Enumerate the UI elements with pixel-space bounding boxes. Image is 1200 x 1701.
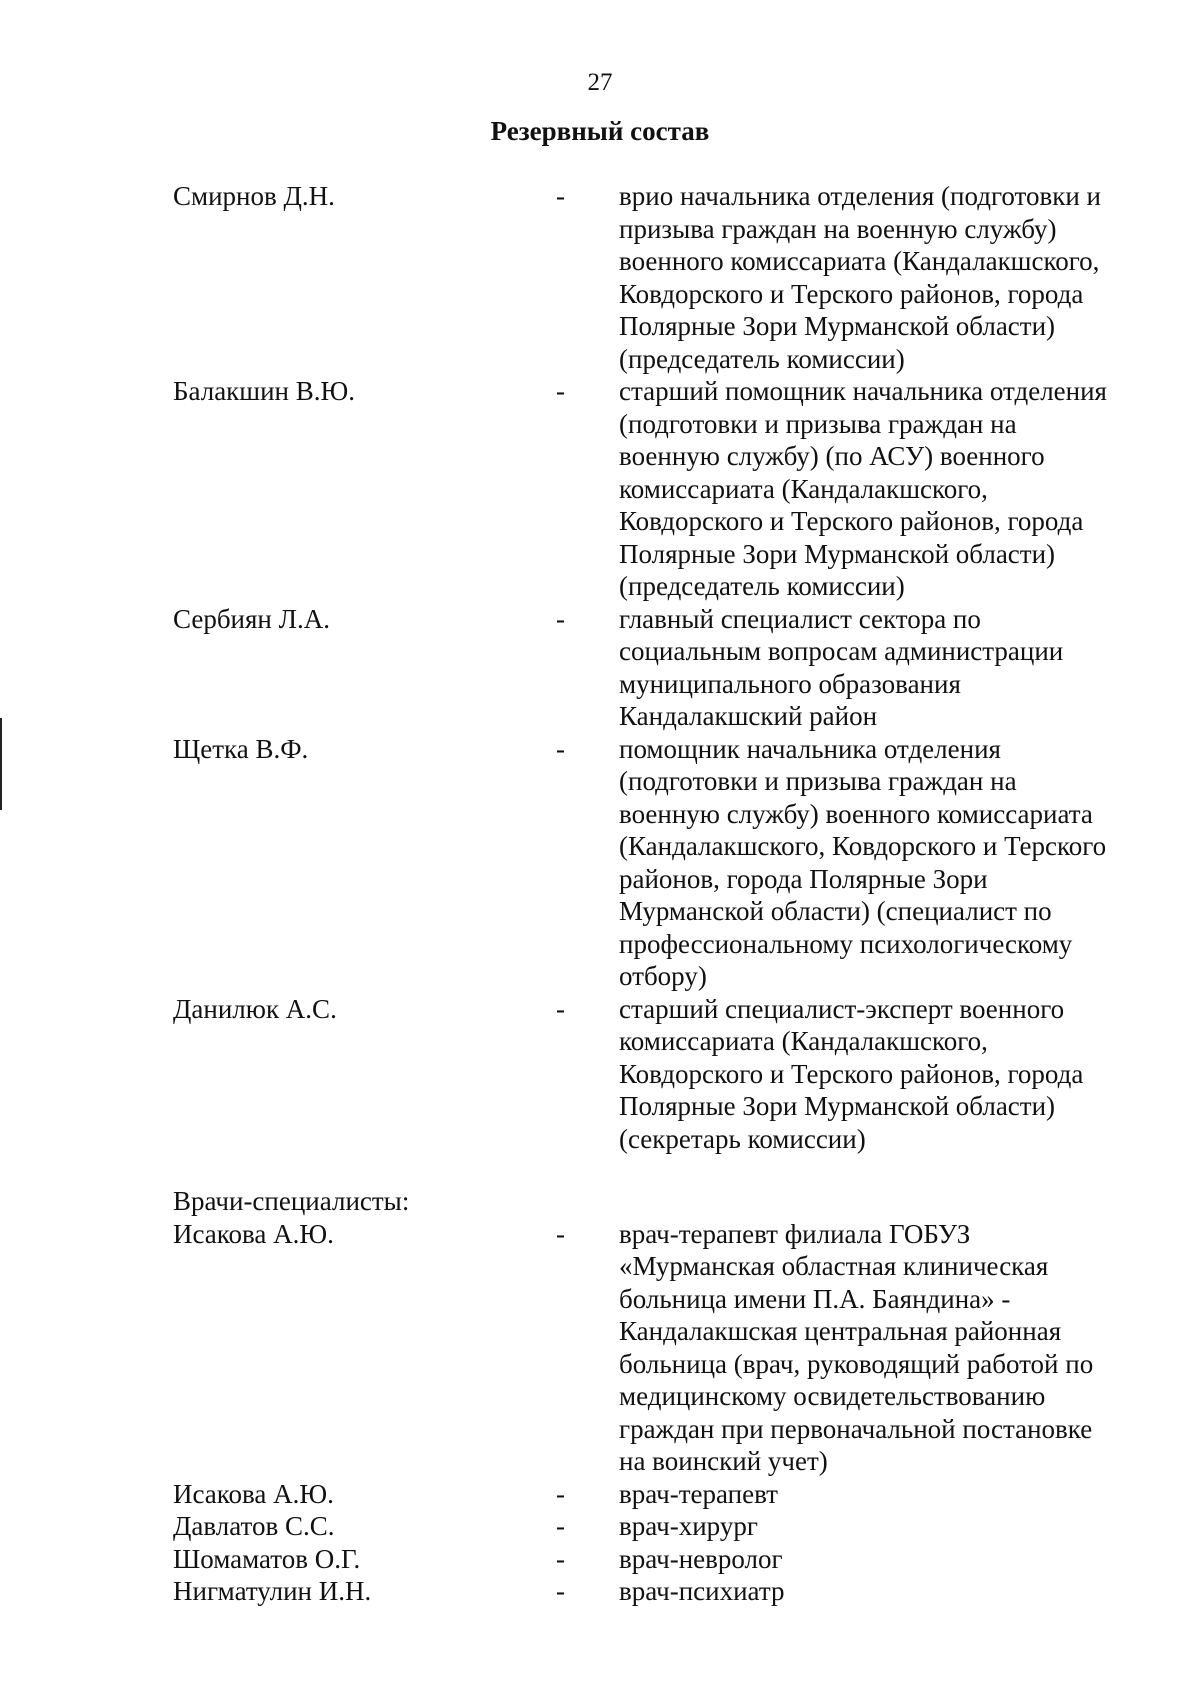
doctor-entry xyxy=(0,1218,1200,1478)
doctor-role: врач-терапевт xyxy=(619,1478,778,1509)
separator-dash: - xyxy=(556,733,565,764)
doctor-entry xyxy=(0,1543,1200,1576)
separator-dash: - xyxy=(556,376,565,406)
roster-entry xyxy=(0,603,1200,733)
member-name: Щетка В.Ф. xyxy=(173,733,309,764)
member-name: Смирнов Д.Н. xyxy=(173,181,335,211)
doctor-name: Исакова А.Ю. xyxy=(173,1478,334,1509)
roster-entry xyxy=(0,993,1200,1156)
roster-entry xyxy=(0,733,1200,993)
doctor-name: Нигматулин И.Н. xyxy=(173,1576,372,1606)
member-name: Данилюк А.С. xyxy=(173,993,337,1024)
document-title: Резервный состав xyxy=(490,116,710,146)
member-role: помощник начальника отделения (подготовки и призыва граждан на военную службу) военного комиссариата (Кандалакшского, Ковдорского и Терского районов, города Полярные Зори Мурманской области) (специалист по профессиональному психологическому отбору) xyxy=(619,733,1107,991)
doctor-name: Исакова А.Ю. xyxy=(173,1218,334,1249)
reserve-roster xyxy=(0,180,1200,1608)
doctor-role: врач-терапевт филиала ГОБУЗ «Мурманская областная клиническая больница имени П.А. Баяндина» - Кандалакшская центральная районная больница (врач, руководящий работой по медицинскому освидетельствованию граждан при первоначальной постановке на воинский учет) xyxy=(619,1218,1094,1476)
separator-dash: - xyxy=(556,1218,565,1249)
member-role: старший помощник начальника отделения (подготовки и призыва граждан на военную службу) (по АСУ) военного комиссариата (Кандалакшского, Ковдорского и Терского районов, города Полярные Зори Мурманской области) (председатель комиссии) xyxy=(619,376,1107,601)
doctors-section-label: Врачи-специалисты: xyxy=(173,1186,410,1216)
roster-entry xyxy=(0,375,1200,603)
doctor-role: врач-хирург xyxy=(619,1511,758,1541)
doctor-role: врач-психиатр xyxy=(619,1576,785,1606)
separator-dash: - xyxy=(556,1478,565,1509)
roster-entry xyxy=(0,180,1200,375)
separator-dash: - xyxy=(556,1511,565,1541)
separator-dash: - xyxy=(556,603,565,634)
separator-dash: - xyxy=(556,993,565,1024)
separator-dash: - xyxy=(556,181,565,211)
page-number: 27 xyxy=(587,69,613,96)
doctor-entry xyxy=(0,1510,1200,1543)
separator-dash: - xyxy=(556,1576,565,1606)
separator-dash: - xyxy=(556,1543,565,1574)
doctor-name: Давлатов С.С. xyxy=(173,1511,335,1541)
doctor-entry xyxy=(0,1478,1200,1511)
member-name: Сербиян Л.А. xyxy=(173,603,330,634)
doctor-name: Шомаматов О.Г. xyxy=(173,1543,361,1574)
member-role: старший специалист-эксперт военного комиссариата (Кандалакшского, Ковдорского и Терского районов, города Полярные Зори Мурманской области) (секретарь комиссии) xyxy=(619,993,1084,1154)
member-role: главный специалист сектора по социальным вопросам администрации муниципального образования Кандалакшский район xyxy=(619,603,1064,731)
doctor-role: врач-невролог xyxy=(619,1543,783,1574)
member-role: врио начальника отделения (подготовки и призыва граждан на военную службу) военного комиссариата (Кандалакшского, Ковдорского и Терского районов, города Полярные Зори Мурманской области) (председатель комиссии) xyxy=(619,181,1101,374)
doctor-entry xyxy=(0,1575,1200,1608)
member-name: Балакшин В.Ю. xyxy=(173,376,355,406)
